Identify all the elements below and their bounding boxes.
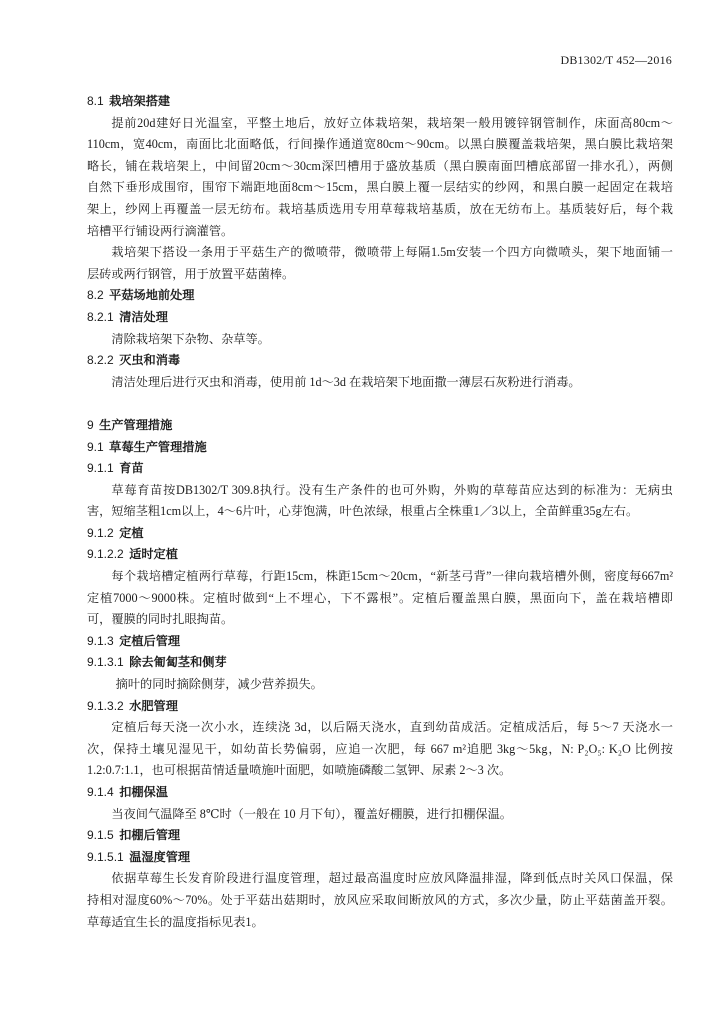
section-number: 9.1.2 <box>87 525 114 540</box>
document-body <box>87 91 673 933</box>
paragraph-line: 清除栽培架下杂物、杂草等。 <box>111 331 270 346</box>
paragraph-line: 1.2:0.7:1.1，也可根据苗情适量喷施叶面肥，如喷施磷酸二氢钾、尿素 2～3 次。 <box>87 763 512 778</box>
section-title: 扣棚保温 <box>119 785 168 799</box>
paragraph <box>87 804 673 826</box>
paragraph <box>87 717 673 782</box>
section-number: 9.1.4 <box>87 785 114 799</box>
paragraph <box>87 372 673 394</box>
section-title: 草莓生产管理措施 <box>109 439 207 454</box>
section-number: 9.1.5.1 <box>87 849 124 864</box>
section-heading-9-1-3-2 <box>87 696 673 718</box>
paragraph-line: 自然下垂形成围帘，围帘下端距地面8cm～15cm，黑白膜上覆一层结实的纱网，和黑白膜一起固定在栽培 <box>87 180 673 195</box>
section-title: 温湿度管理 <box>129 849 191 864</box>
paragraph-line: 每个栽培槽定植两行草莓，行距15cm，株距15cm～20cm，“新茎弓背”一律向栽培槽外侧，密度每667m² <box>111 569 673 584</box>
section-heading-9-1-3-1 <box>87 652 673 674</box>
section-title: 栽培架搭建 <box>109 94 171 108</box>
section-heading-9-1-2-2 <box>87 544 673 566</box>
paragraph <box>87 566 673 631</box>
section-heading-8-2-2 <box>87 350 673 372</box>
paragraph-line: 定植7000～9000株。定植时做到“上不埋心，下不露根”。定植后覆盖黑白膜，黑面向下，盖在栽培槽即 <box>87 590 673 605</box>
paragraph <box>87 329 673 351</box>
paragraph-line: 培槽平行铺设两行滴灌管。 <box>87 223 234 238</box>
paragraph-line: 草莓适宜生长的温度指标见表1。 <box>87 914 264 929</box>
section-number: 9.1.1 <box>87 461 114 476</box>
section-heading-9-1-1 <box>87 458 673 480</box>
paragraph-line: 清洁处理后进行灭虫和消毒，使用前 1d～3d 在栽培架下地面撒一薄层石灰粉进行消毒。 <box>111 374 581 389</box>
paragraph-line: 略长，铺在栽培架上，中间留20cm～30cm深凹槽用于盛放基质（黑白膜南面凹槽底部留一排水孔），两侧 <box>87 158 673 173</box>
paragraph-line: 摘叶的同时摘除侧芽，减少营养损失。 <box>115 677 323 692</box>
section-title: 适时定植 <box>129 547 178 562</box>
section-heading-9-1 <box>87 437 673 459</box>
section-heading-8-2 <box>87 285 673 307</box>
section-title: 水肥管理 <box>129 698 178 713</box>
paragraph-line: 当夜间气温降至 8℃时（一般在 10 月下旬），覆盖好棚膜，进行扣棚保温。 <box>111 806 512 821</box>
section-number: 9.1.3.2 <box>87 698 124 713</box>
section-title: 定植 <box>119 525 144 540</box>
section-number: 9 <box>87 417 94 432</box>
paragraph-line: 依据草莓生长发育阶段进行温度管理，超过最高温度时应放风降温排湿，降到低点时关风口保温，保 <box>111 871 673 886</box>
section-heading-8-1 <box>87 91 673 113</box>
section-number: 8.1 <box>87 94 104 108</box>
section-title: 灭虫和消毒 <box>119 353 181 368</box>
section-number: 8.2 <box>87 288 104 303</box>
paragraph-line: 层砖或两行钢管，用于放置平菇菌棒。 <box>87 266 295 281</box>
paragraph-line: 持相对湿度60%～70%。处于平菇出菇期时，放风应采取间断放风的方式，多次少量，防止平菇菌盖开裂。 <box>87 892 673 907</box>
paragraph-line: 栽培架下搭设一条用于平菇生产的微喷带，微喷带上每隔1.5m安装一个四方向微喷头，架下地面铺一 <box>111 245 673 260</box>
section-number: 9.1.3.1 <box>87 655 124 670</box>
section-title: 扣棚后管理 <box>119 828 181 843</box>
standard-code-header: DB1302/T 452—2016 <box>560 53 672 67</box>
section-heading-9-1-5 <box>87 825 673 847</box>
paragraph <box>87 868 673 933</box>
paragraph <box>87 480 673 523</box>
paragraph <box>87 242 673 285</box>
section-number: 9.1.3 <box>87 633 114 648</box>
paragraph <box>87 674 673 696</box>
paragraph-line: 定植后每天浇一次小水，连续浇 3d，以后隔天浇水，直到幼苗成活。定植成活后，每 5～7 天浇水一 <box>111 720 673 735</box>
paragraph-line: 可，覆膜的同时扎眼掏苗。 <box>87 612 234 627</box>
section-heading-9-1-5-1 <box>87 847 673 869</box>
paragraph-line: 架上，纱网上再覆盖一层无纺布。栽培基质选用专用草莓栽培基质，放在无纺布上。基质装好后，每个栽 <box>87 201 673 216</box>
section-heading-9-1-4 <box>87 782 673 804</box>
section-heading-9-1-2 <box>87 523 673 545</box>
section-title: 生产管理措施 <box>99 417 173 432</box>
section-spacer <box>87 393 673 415</box>
section-number: 9.1.2.2 <box>87 547 124 562</box>
section-title: 平菇场地前处理 <box>109 288 195 303</box>
section-number: 9.1 <box>87 439 104 454</box>
paragraph <box>87 113 673 243</box>
section-heading-9-1-3 <box>87 631 673 653</box>
section-title: 育苗 <box>119 461 144 476</box>
section-number: 8.2.2 <box>87 353 114 368</box>
section-title: 清洁处理 <box>119 309 168 324</box>
section-heading-9 <box>87 415 673 437</box>
paragraph-line: 提前20d建好日光温室，平整土地后，放好立体栽培架，栽培架一般用镀锌钢管制作，床面高80cm～ <box>111 115 673 130</box>
paragraph-line: 害，短缩茎粗1cm以上，4～6片叶，心芽饱满，叶色浓绿，根重占全株重1／3以上，全苗鲜重35g左右。 <box>87 504 639 519</box>
paragraph-line: 次，保持土壤见湿见干，如幼苗长势偏弱，应追一次肥，每 667 m²追肥 3kg～5kg，N: P₂O₅: K₂O 比例按 <box>87 741 673 756</box>
section-number: 8.2.1 <box>87 309 114 324</box>
section-heading-8-2-1 <box>87 307 673 329</box>
section-title: 定植后管理 <box>119 633 181 648</box>
section-title: 除去匍匐茎和侧芽 <box>129 655 227 670</box>
section-number: 9.1.5 <box>87 828 114 843</box>
paragraph-line: 110cm，宽40cm，南面比北面略低，行间操作通道宽80cm～90cm。以黑白膜覆盖栽培架，黑白膜比栽培架 <box>87 137 673 152</box>
paragraph-line: 草莓育苗按DB1302/T 309.8执行。没有生产条件的也可外购，外购的草莓苗应达到的标准为：无病虫 <box>111 482 673 497</box>
